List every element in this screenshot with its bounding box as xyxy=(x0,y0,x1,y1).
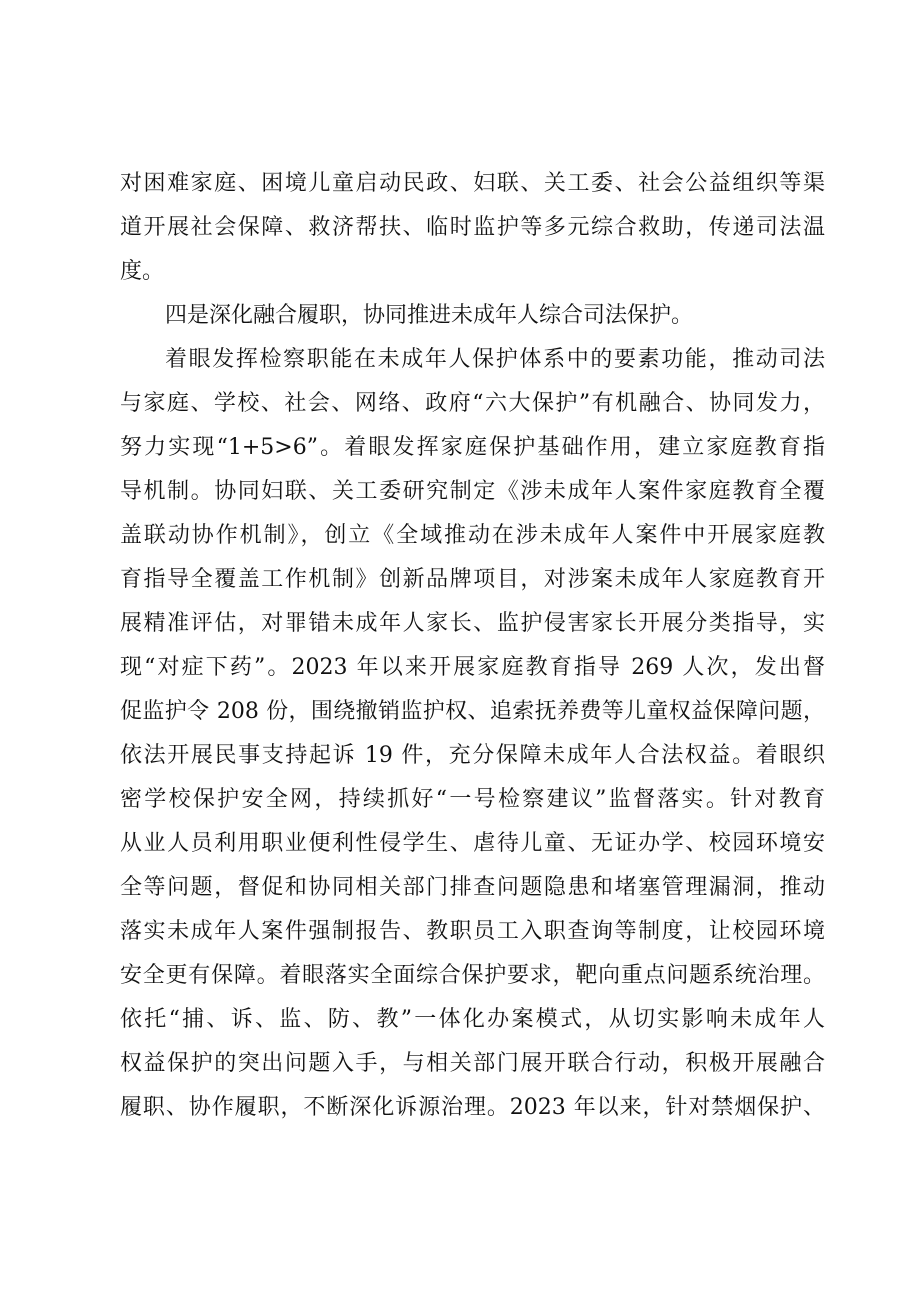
text-line: 从业人员利用职业便利性侵学生、虐待儿童、无证办学、校园环境安 xyxy=(120,831,825,856)
text-line: 导机制。协同妇联、关工委研究制定《涉未成年人案件家庭教育全覆 xyxy=(120,479,825,504)
text-line: 促监护令 208 份，围绕撤销监护权、追索抚养费等儿童权益保障问题， xyxy=(120,699,825,724)
text-line: 育指导全覆盖工作机制》创新品牌项目，对涉案未成年人家庭教育开 xyxy=(120,567,825,592)
text-line: 展精准评估，对罪错未成年人家长、监护侵害家长开展分类指导，实 xyxy=(120,611,825,636)
text-line: 全等问题，督促和协同相关部门排查问题隐患和堵塞管理漏洞，推动 xyxy=(120,875,825,900)
text-line: 努力实现“1+5>6”。着眼发挥家庭保护基础作用，建立家庭教育指 xyxy=(120,435,825,460)
text-line: 现“对症下药”。2023 年以来开展家庭教育指导 269 人次，发出督 xyxy=(120,655,825,680)
text-line: 依法开展民事支持起诉 19 件，充分保障未成年人合法权益。着眼织 xyxy=(120,743,825,768)
section-heading: 四是深化融合履职，协同推进未成年人综合司法保护。 xyxy=(165,303,694,328)
text-line: 落实未成年人案件强制报告、教职员工入职查询等制度，让校园环境 xyxy=(120,919,825,944)
text-line: 道开展社会保障、救济帮扶、临时监护等多元综合救助，传递司法温 xyxy=(120,215,825,240)
text-line: 安全更有保障。着眼落实全面综合保护要求，靶向重点问题系统治理。 xyxy=(120,963,825,988)
text-line: 与家庭、学校、社会、网络、政府“六大保护”有机融合、协同发力， xyxy=(120,391,825,416)
text-line: 盖联动协作机制》，创立《全域推动在涉未成年人案件中开展家庭教 xyxy=(120,523,825,548)
text-line: 依托“捕、诉、监、防、教”一体化办案模式，从切实影响未成年人 xyxy=(120,1007,825,1032)
text-line: 对困难家庭、困境儿童启动民政、妇联、关工委、社会公益组织等渠 xyxy=(120,171,825,196)
text-line: 着眼发挥检察职能在未成年人保护体系中的要素功能，推动司法 xyxy=(165,347,825,372)
text-line: 权益保护的突出问题入手，与相关部门展开联合行动，积极开展融合 xyxy=(120,1051,825,1076)
text-line: 度。 xyxy=(120,259,165,284)
text-line: 密学校保护安全网，持续抓好“一号检察建议”监督落实。针对教育 xyxy=(120,787,825,812)
text-line: 履职、协作履职，不断深化诉源治理。2023 年以来，针对禁烟保护、 xyxy=(120,1095,825,1120)
